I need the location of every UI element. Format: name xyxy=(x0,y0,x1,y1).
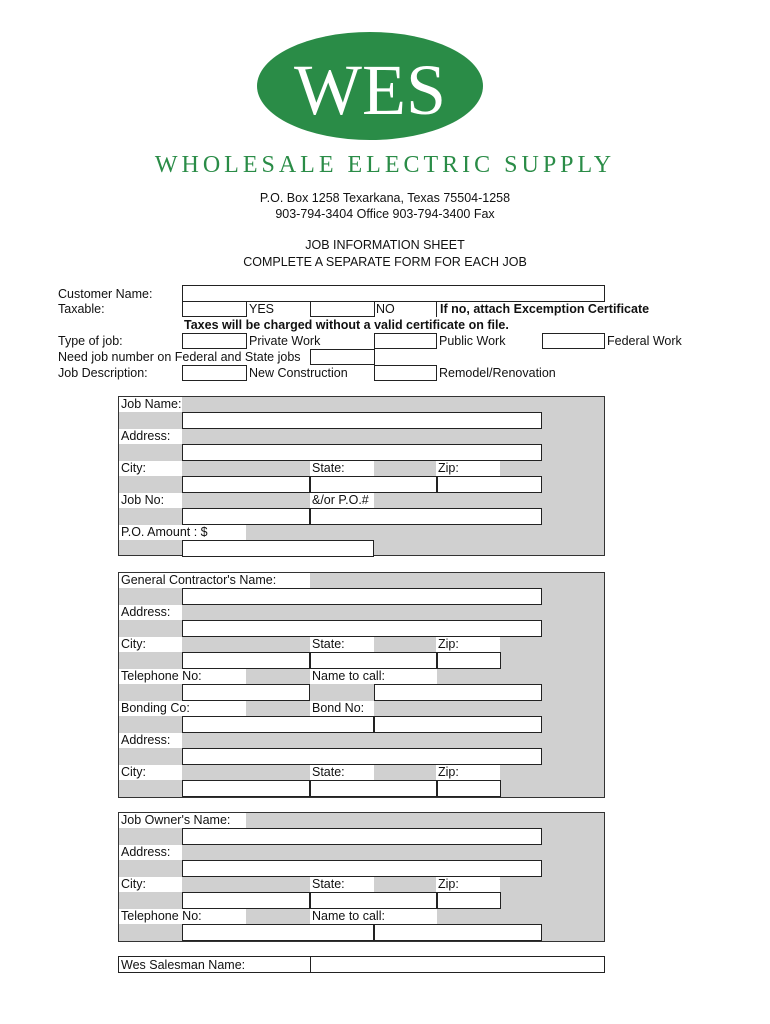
federal-work-checkbox[interactable] xyxy=(542,333,605,349)
job-number-note: Need job number on Federal and State jobs xyxy=(58,350,301,364)
bonding-address-field[interactable] xyxy=(182,748,542,765)
contractor-telephone-field[interactable] xyxy=(182,684,310,701)
divider xyxy=(436,301,437,317)
job-name-label: Job Name: xyxy=(121,397,182,411)
public-work-label: Public Work xyxy=(439,334,506,348)
taxable-no-checkbox[interactable] xyxy=(310,301,375,317)
new-construction-checkbox[interactable] xyxy=(182,365,247,381)
bonding-address-label: Address: xyxy=(119,733,182,748)
company-phones: 903-794-3404 Office 903-794-3400 Fax xyxy=(275,207,495,221)
contractor-address-field[interactable] xyxy=(182,620,542,637)
contractor-city-label: City: xyxy=(119,637,182,652)
owner-city-field[interactable] xyxy=(182,892,310,909)
company-name: WHOLESALE ELECTRIC SUPPLY xyxy=(154,152,616,178)
customer-name-field[interactable] xyxy=(182,285,605,302)
bond-number-field[interactable] xyxy=(374,716,542,733)
po-amount-label: P.O. Amount : $ xyxy=(119,525,246,540)
job-address-field[interactable] xyxy=(182,444,542,461)
private-work-checkbox[interactable] xyxy=(182,333,247,349)
tax-warning: Taxes will be charged without a valid certificate on file. xyxy=(184,318,509,332)
contractor-state-label: State: xyxy=(310,637,374,652)
company-address: P.O. Box 1258 Texarkana, Texas 75504-1258 xyxy=(259,191,511,205)
owner-city-label: City: xyxy=(119,877,182,892)
owner-address-label: Address: xyxy=(119,845,182,860)
job-number-checkbox[interactable] xyxy=(310,349,375,365)
contractor-city-field[interactable] xyxy=(182,652,310,669)
bonding-company-field[interactable] xyxy=(182,716,374,733)
bonding-city-field[interactable] xyxy=(182,780,310,797)
bonding-city-label: City: xyxy=(119,765,182,780)
salesman-field[interactable] xyxy=(310,956,605,973)
job-description-label: Job Description: xyxy=(58,366,148,380)
job-name-field[interactable] xyxy=(182,412,542,429)
po-number-label: &/or P.O.# xyxy=(310,493,374,508)
bonding-zip-label: Zip: xyxy=(436,765,500,780)
job-type-label: Type of job: xyxy=(58,334,123,348)
contractor-zip-label: Zip: xyxy=(436,637,500,652)
contractor-name-field[interactable] xyxy=(182,588,542,605)
owner-zip-field[interactable] xyxy=(437,892,501,909)
federal-work-label: Federal Work xyxy=(607,334,682,348)
owner-name-label: Job Owner's Name: xyxy=(119,813,246,828)
contractor-name-label: General Contractor's Name: xyxy=(119,573,310,588)
owner-contact-label: Name to call: xyxy=(310,909,437,924)
form-subtitle: COMPLETE A SEPARATE FORM FOR EACH JOB xyxy=(243,255,527,269)
owner-telephone-field[interactable] xyxy=(182,924,374,941)
owner-zip-label: Zip: xyxy=(436,877,500,892)
exemption-note: If no, attach Excemption Certificate xyxy=(440,302,650,316)
contractor-contact-label: Name to call: xyxy=(310,669,437,684)
contractor-contact-field[interactable] xyxy=(374,684,542,701)
contractor-telephone-label: Telephone No: xyxy=(119,669,246,684)
private-work-label: Private Work xyxy=(249,334,321,348)
taxable-no-label: NO xyxy=(376,302,395,316)
bonding-zip-field[interactable] xyxy=(437,780,501,797)
wes-logo xyxy=(255,30,485,142)
owner-state-field[interactable] xyxy=(310,892,437,909)
owner-state-label: State: xyxy=(310,877,374,892)
job-state-label: State: xyxy=(310,461,374,476)
new-construction-label: New Construction xyxy=(249,366,348,380)
owner-contact-field[interactable] xyxy=(374,924,542,941)
customer-name-label: Customer Name: xyxy=(58,287,153,301)
bonding-company-label: Bonding Co: xyxy=(119,701,246,716)
job-zip-field[interactable] xyxy=(437,476,542,493)
remodel-label: Remodel/Renovation xyxy=(439,366,556,380)
po-amount-field[interactable] xyxy=(182,540,374,557)
job-city-field[interactable] xyxy=(182,476,310,493)
taxable-yes-checkbox[interactable] xyxy=(182,301,247,317)
public-work-checkbox[interactable] xyxy=(374,333,437,349)
taxable-yes-label: YES xyxy=(249,302,275,316)
job-no-field[interactable] xyxy=(182,508,310,525)
salesman-label: Wes Salesman Name: xyxy=(121,958,246,972)
bonding-state-label: State: xyxy=(310,765,374,780)
job-no-label: Job No: xyxy=(119,493,182,508)
logo-letters: WES xyxy=(294,50,446,130)
owner-name-field[interactable] xyxy=(182,828,542,845)
contractor-zip-field[interactable] xyxy=(437,652,501,669)
bond-number-label: Bond No: xyxy=(310,701,374,716)
po-number-field[interactable] xyxy=(310,508,542,525)
job-zip-label: Zip: xyxy=(436,461,500,476)
job-city-label: City: xyxy=(119,461,182,476)
job-state-field[interactable] xyxy=(310,476,437,493)
form-title: JOB INFORMATION SHEET xyxy=(305,238,465,252)
owner-address-field[interactable] xyxy=(182,860,542,877)
owner-telephone-label: Telephone No: xyxy=(119,909,246,924)
remodel-checkbox[interactable] xyxy=(374,365,437,381)
contractor-state-field[interactable] xyxy=(310,652,437,669)
job-address-label: Address: xyxy=(119,429,182,444)
bonding-state-field[interactable] xyxy=(310,780,437,797)
taxable-label: Taxable: xyxy=(58,302,105,316)
contractor-address-label: Address: xyxy=(119,605,182,620)
